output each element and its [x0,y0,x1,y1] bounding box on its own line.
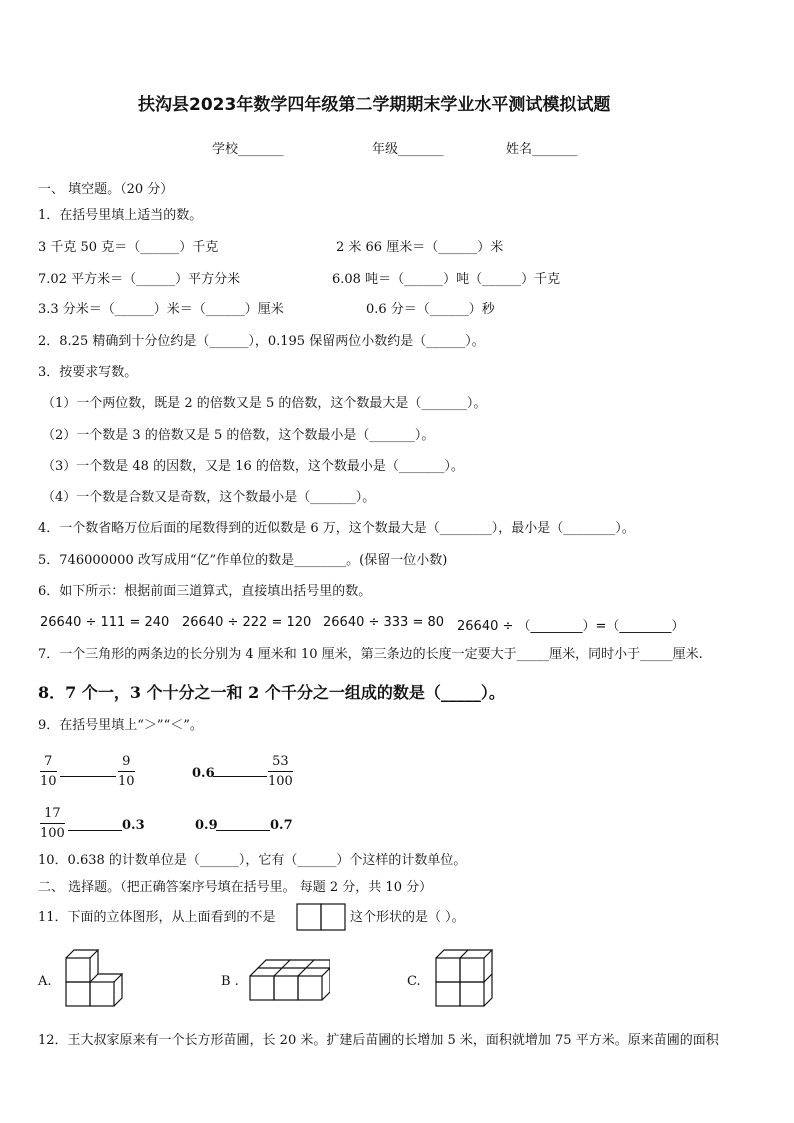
denominator: 100 [268,774,293,789]
q11-stem-pre: 11．下面的立体图形，从上面看到的不是 [38,910,276,925]
q9-answer-blank-1[interactable] [60,776,116,777]
q9-fraction-7-10 [40,754,57,789]
q3-item-1: （1）一个两位数，既是 2 的倍数又是 5 的倍数，这个数最大是（_______）。 [42,396,487,411]
q6-eq-4: 26640 ÷ （________）=（________） [457,619,685,634]
q9-value-0-7: 0.7 [270,818,293,833]
q3-stem: 3．按要求写数。 [38,365,138,380]
numerator: 7 [44,754,53,769]
q6-eq-2: 26640 ÷ 222 = 120 [182,615,312,630]
denominator: 10 [40,774,57,789]
q9-value-0-9: 0.9 [195,818,218,833]
q2: 2．8.25 精确到十分位约是（______），0.195 保留两位小数约是（______）。 [38,334,485,349]
page-title: 扶沟县2023年数学四年级第二学期期末学业水平测试模拟试题 [138,95,611,115]
numerator: 53 [272,754,289,769]
q5: 5．746000000 改写成用“亿”作单位的数是________。(保留一位小数) [38,553,448,568]
q1-c: 7.02 平方米＝（______）平方分米 [38,272,241,287]
fraction-bar [40,771,57,772]
q1-a: 3 千克 50 克＝（______）千克 [38,240,219,255]
q3-item-3: （3）一个数是 48 的因数，又是 16 的倍数，这个数最小是（_______）。 [42,459,464,474]
grade-field: 年级_______ [372,142,444,157]
q1-b: 2 米 66 厘米＝（______）米 [336,240,504,255]
fraction-bar [40,823,65,824]
section-1-heading: 一、 填空题。（20 分） [38,182,174,197]
two-squares-shape-icon [296,903,346,931]
q1-f: 0.6 分＝（______）秒 [366,302,495,317]
q8: 8．7 个一，3 个十分之一和 2 个千分之一组成的数是（_____）。 [38,683,505,702]
q6-eq-3: 26640 ÷ 333 = 80 [323,615,445,630]
numerator: 17 [44,806,61,821]
cube-figure-b-icon[interactable] [246,956,330,1004]
q9-fraction-17-100 [40,806,65,841]
option-a-label[interactable]: A. [38,974,52,989]
q4: 4．一个数省略万位后面的尾数得到的近似数是 6 万，这个数最大是（________），最小是（________）。 [38,521,635,536]
q9-fraction-53-100 [268,754,293,789]
option-c-label[interactable]: C. [407,974,421,989]
q6-eq-1: 26640 ÷ 111 = 240 [40,615,170,630]
q12: 12．王大叔家原来有一个长方形苗圃，长 20 米。扩建后苗圃的长增加 5 米，面积就增加 75 平方米。原来苗圃的面积 [38,1033,719,1048]
name-field: 姓名_______ [506,142,578,157]
q3-item-2: （2）一个数是 3 的倍数又是 5 的倍数，这个数最小是（_______）。 [42,428,435,443]
cube-figure-c-icon[interactable] [432,946,500,1012]
numerator: 9 [122,754,131,769]
q7: 7．一个三角形的两条边的长分别为 4 厘米和 10 厘米，第三条边的长度一定要大于_____厘米，同时小于_____厘米. [38,647,703,662]
q1-e: 3.3 分米＝（______）米＝（______）厘米 [38,302,284,317]
school-field: 学校_______ [212,142,284,157]
q1-d: 6.08 吨＝（______）吨（______）千克 [332,272,561,287]
q9-value-0-6: 0.6 [192,766,215,781]
option-b-label[interactable]: B . [221,974,239,989]
q9-fraction-9-10 [118,754,135,789]
denominator: 100 [40,826,65,841]
q9-answer-blank-3[interactable] [68,830,122,831]
denominator: 10 [118,774,135,789]
q11-stem-post: 这个形状的是（ ）。 [350,910,465,925]
q9-value-0-3: 0.3 [122,818,145,833]
q1-stem: 1．在括号里填上适当的数。 [38,208,203,223]
section-2-heading: 二、 选择题。（把正确答案序号填在括号里。 每题 2 分，共 10 分） [38,880,433,895]
fraction-bar [118,771,135,772]
cube-figure-a-icon[interactable] [62,946,128,1010]
q6-stem: 6．如下所示：根据前面三道算式，直接填出括号里的数。 [38,584,372,599]
q9-stem: 9．在括号里填上“＞”“＜”。 [38,718,203,733]
q9-answer-blank-2[interactable] [213,776,267,777]
fraction-bar [268,771,293,772]
q3-item-4: （4）一个数是合数又是奇数，这个数最小是（_______）。 [42,490,376,505]
q9-answer-blank-4[interactable] [216,830,270,831]
q10: 10．0.638 的计数单位是（______），它有（______）个这样的计数单位。 [38,853,467,868]
